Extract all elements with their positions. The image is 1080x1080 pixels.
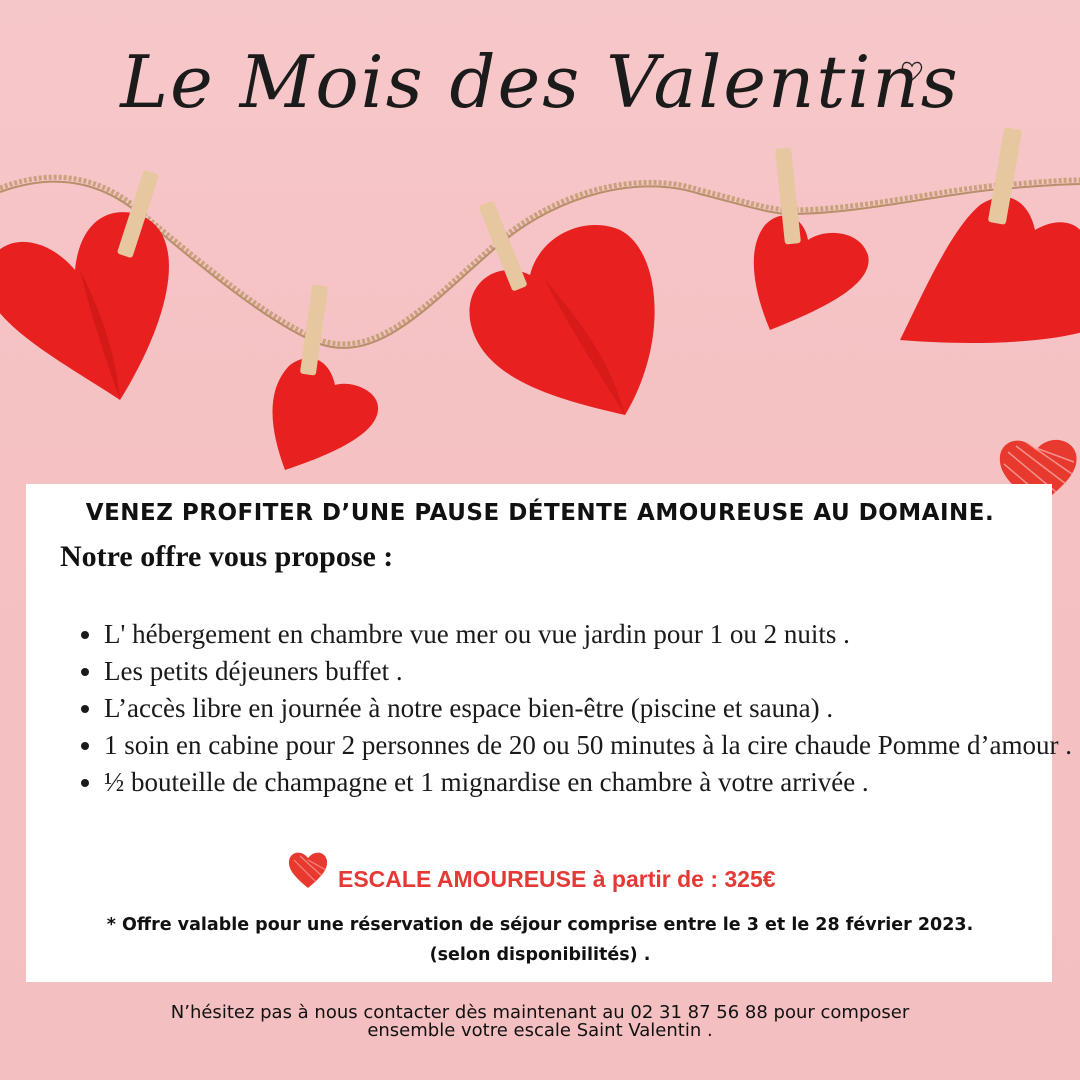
contact-line: ensemble votre escale Saint Valentin . — [367, 1020, 713, 1041]
list-item: • L’accès libre en journée à notre espace bien-être (piscine et sauna) . — [104, 690, 1080, 726]
red-heart-icon — [0, 212, 169, 400]
offer-conditions — [0, 910, 1080, 970]
conditions-line: (selon disponibilités) . — [429, 945, 651, 965]
red-heart-icon — [754, 216, 869, 330]
red-heart-icon — [470, 225, 655, 415]
red-heart-icon — [273, 358, 379, 470]
offer-subhead: Notre offre vous propose : — [60, 540, 394, 573]
list-item: • Les petits déjeuners buffet . — [104, 653, 1080, 689]
contact-line: N’hésitez pas à nous contacter dès maintenant au 02 31 87 56 88 pour composer — [170, 1002, 910, 1023]
offer-headline: VENEZ PROFITER D’UNE PAUSE DÉTENTE AMOUREUSE AU DOMAINE. — [85, 500, 995, 526]
price-highlight: ESCALE AMOUREUSE à partir de : 325€ — [338, 866, 776, 892]
conditions-line: * Offre valable pour une réservation de séjour comprise entre le 3 et le 28 février 2023. — [106, 915, 974, 935]
contact-info — [0, 1004, 1080, 1040]
list-item: • ½ bouteille de champagne et 1 mignardise en chambre à votre arrivée . — [104, 764, 1080, 800]
page-title: Le Mois des Valentins — [120, 40, 960, 124]
clothespin-icon — [300, 284, 328, 375]
heart-outline-icon — [900, 60, 924, 82]
offer-list — [60, 616, 1080, 801]
list-item: • 1 soin en cabine pour 2 personnes de 20 ou 50 minutes à la cire chaude Pomme d’amour . — [104, 727, 1080, 763]
list-item: • L' hébergement en chambre vue mer ou vue jardin pour 1 ou 2 nuits . — [104, 616, 1080, 652]
red-heart-icon — [286, 848, 330, 890]
heart-garland — [0, 110, 1080, 490]
